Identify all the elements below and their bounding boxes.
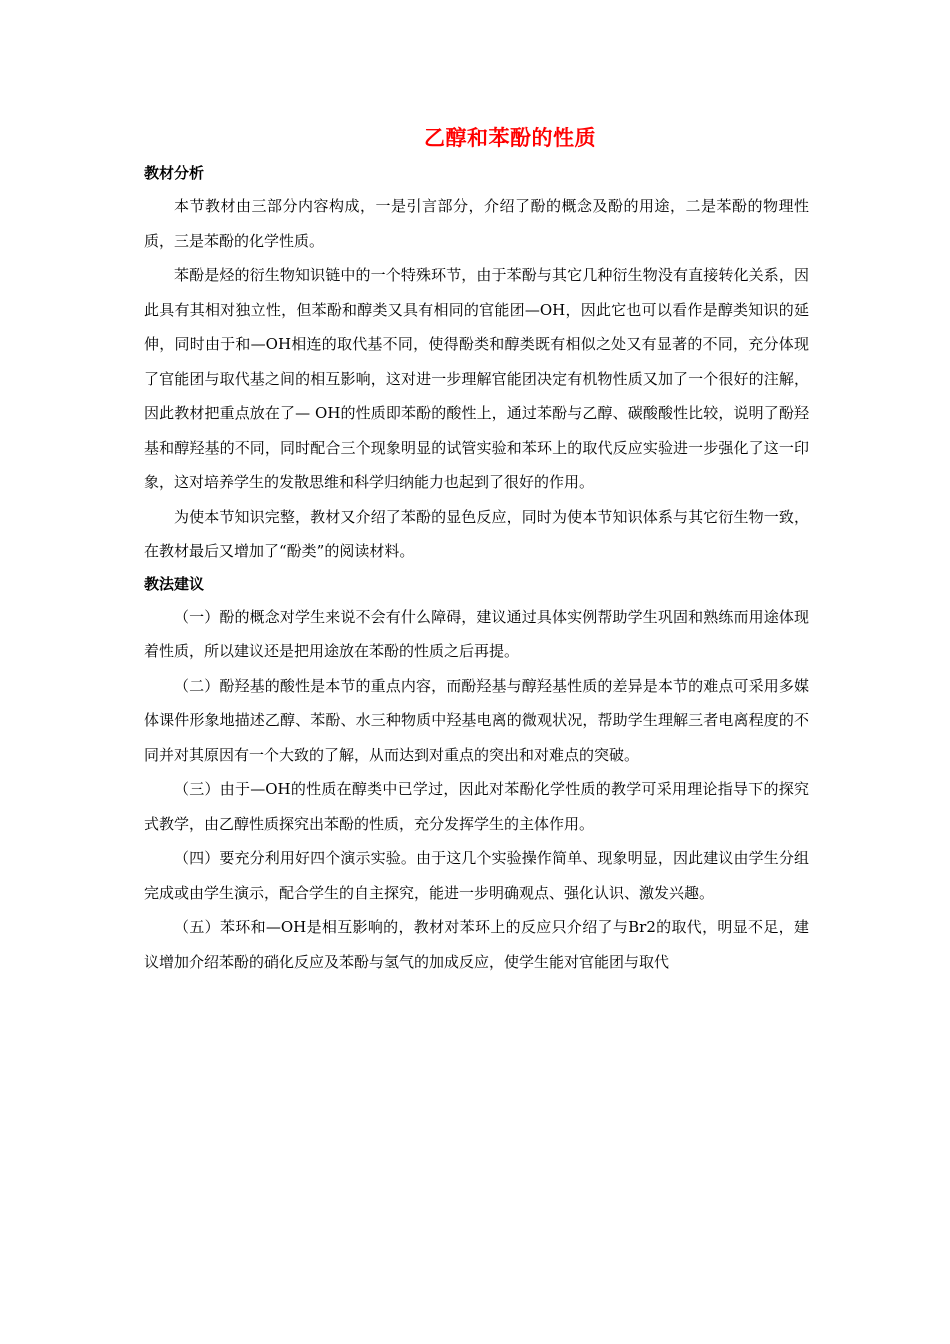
paragraph: （二）酚羟基的酸性是本节的重点内容，而酚羟基与醇羟基性质的差异是本节的难点可采用多媒体课件形象地描述乙醇、苯酚、水三种物质中羟基电离的微观状况，帮助学生理解三者电离程度的不同并对其原因有一个大致的了解，从而达到对重点的突出和对难点的突破。 [144,676,809,764]
document-body [144,160,809,979]
paragraph: （五）苯环和—OH是相互影响的，教材对苯环上的反应只介绍了与Br2的取代，明显不足，建议增加介绍苯酚的硝化反应及苯酚与氢气的加成反应，使学生能对官能团与取代 [144,918,809,971]
paragraph: 为使本节知识完整，教材又介绍了苯酚的显色反应，同时为使本节知识体系与其它衍生物一致，在教材最后又增加了“酚类”的阅读材料。 [144,507,809,560]
section-heading-textbook-analysis: 教材分析 [144,164,205,182]
document-title: 乙醇和苯酚的性质 [424,126,596,150]
section-heading-teaching-suggestions: 教法建议 [144,574,205,593]
paragraph: （四）要充分利用好四个演示实验。由于这几个实验操作简单、现象明显，因此建议由学生分组完成或由学生演示，配合学生的自主探究，能进一步明确观点、强化认识、激发兴趣。 [144,849,809,902]
paragraph: 苯酚是烃的衍生物知识链中的一个特殊环节，由于苯酚与其它几种衍生物没有直接转化关系，因此具有其相对独立性，但苯酚和醇类又具有相同的官能团—OH，因此它也可以看作是醇类知识的延伸，同时由于和—OH相连的取代基不同，使得酚类和醇类既有相似之处又有显著的不同，充分体现了官能团与取代基之间的相互影响，这对进一步理解官能团决定有机物性质又加了一个很好的注解，因此教材把重点放在了— OH的性质即苯酚的酸性上，通过苯酚与乙醇、碳酸酸性比较，说明了酚羟基和醇羟基的不同，同时配合三个现象明显的试管实验和苯环上的取代反应实验进一步强化了这一印象，这对培养学生的发散思维和科学归纳能力也起到了很好的作用。 [144,266,809,491]
paragraph: （一）酚的概念对学生来说不会有什么障碍，建议通过具体实例帮助学生巩固和熟练而用途体现着性质，所以建议还是把用途放在苯酚的性质之后再提。 [144,607,809,660]
paragraph: 本节教材由三部分内容构成，一是引言部分，介绍了酚的概念及酚的用途，二是苯酚的物理性质，三是苯酚的化学性质。 [144,197,809,250]
paragraph: （三）由于—OH的性质在醇类中已学过，因此对苯酚化学性质的教学可采用理论指导下的探究式教学，由乙醇性质探究出苯酚的性质，充分发挥学生的主体作用。 [144,780,809,833]
